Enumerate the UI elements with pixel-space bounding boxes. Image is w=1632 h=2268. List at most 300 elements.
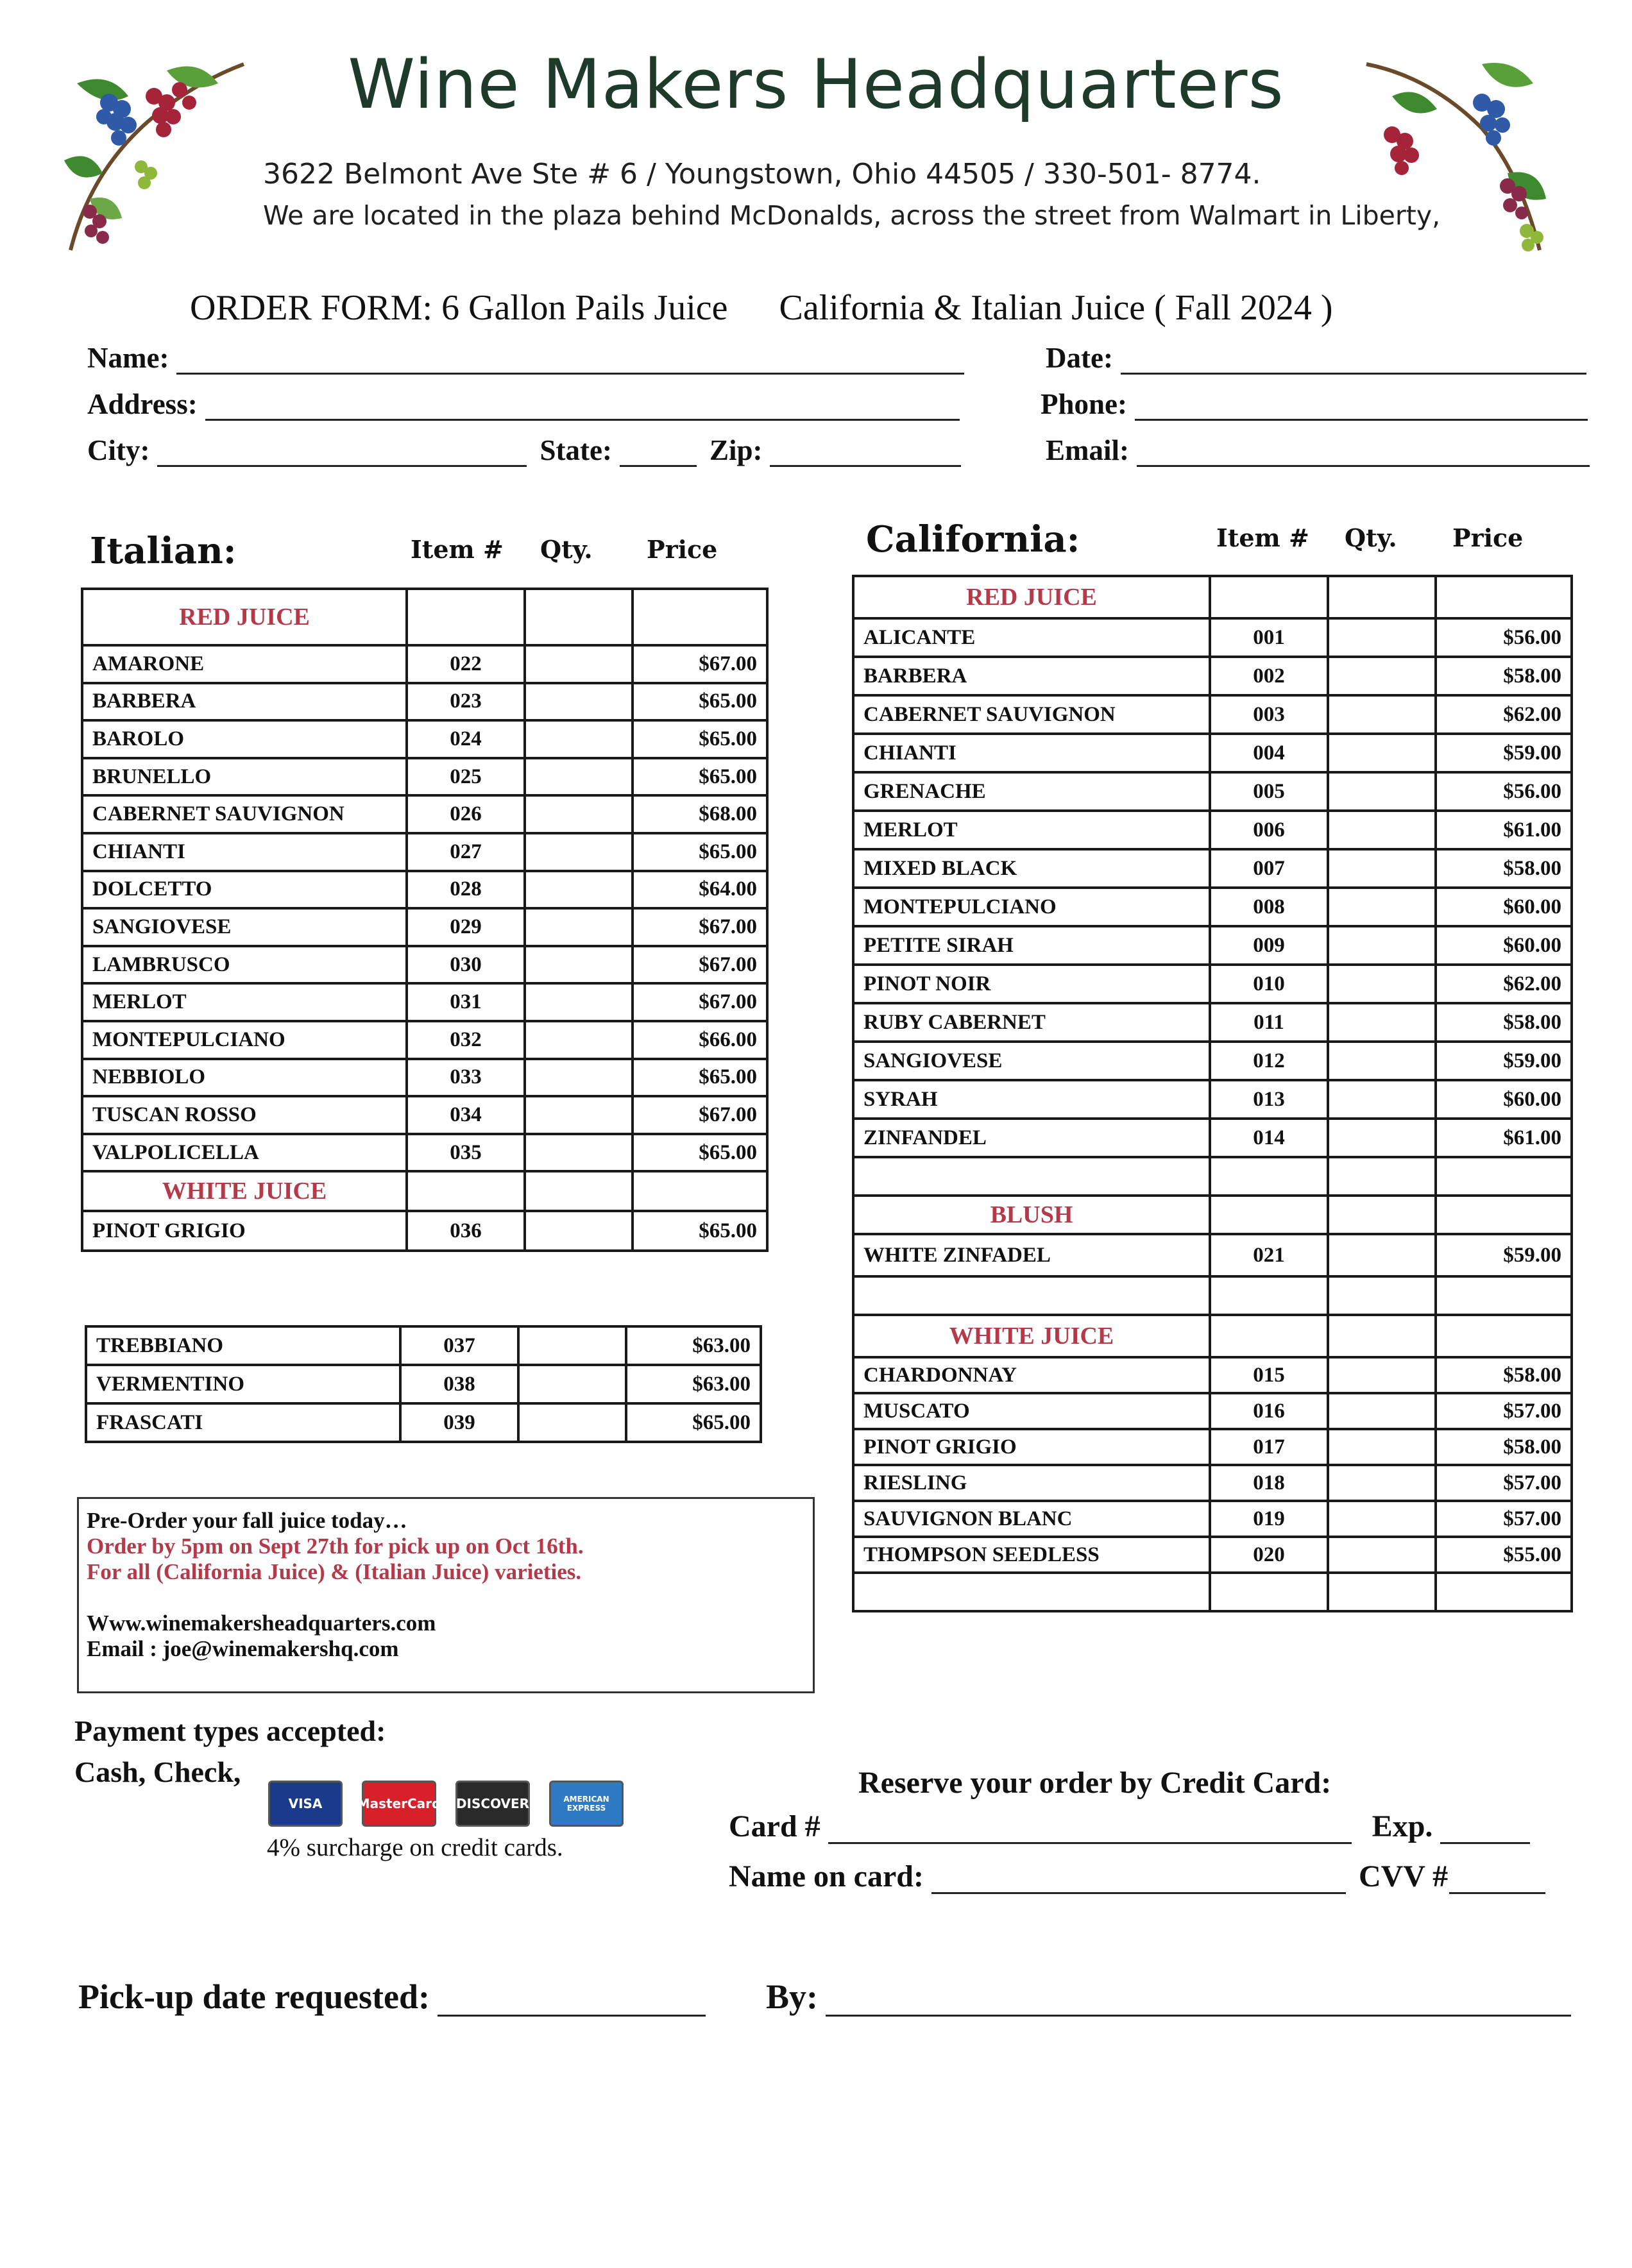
juice-price: $63.00 [626, 1326, 761, 1365]
empty-cell [1210, 1276, 1328, 1315]
item-number: 020 [1210, 1537, 1328, 1573]
table-row [82, 1021, 767, 1059]
qty-cell[interactable] [518, 1365, 626, 1403]
qty-cell[interactable] [525, 683, 633, 721]
table-row [853, 734, 1572, 772]
qty-cell[interactable] [1328, 1080, 1436, 1119]
name-on-card-row [729, 1859, 1553, 1894]
juice-price: $64.00 [633, 871, 767, 909]
credit-card-logo-icon: DISCOVER [455, 1781, 530, 1827]
empty-cell [1328, 1573, 1436, 1611]
table-row [853, 849, 1572, 888]
qty-cell[interactable] [525, 983, 633, 1021]
item-number: 032 [407, 1021, 525, 1059]
reserve-title: Reserve your order by Credit Card: [858, 1766, 1332, 1800]
table-row [853, 618, 1572, 657]
juice-price: $67.00 [633, 983, 767, 1021]
juice-price: $56.00 [1436, 618, 1572, 657]
empty-cell [1436, 576, 1572, 618]
juice-name: BARBERA [853, 657, 1210, 695]
juice-price: $65.00 [626, 1403, 761, 1442]
zip-label: Zip: [709, 434, 763, 466]
qty-cell[interactable] [525, 758, 633, 796]
item-number: 028 [407, 871, 525, 909]
table-row [82, 871, 767, 909]
item-number: 007 [1210, 849, 1328, 888]
juice-price: $60.00 [1436, 926, 1572, 965]
empty-cell [1328, 1276, 1436, 1315]
juice-name: VERMENTINO [86, 1365, 400, 1403]
empty-cell [1210, 1573, 1328, 1611]
item-number: 011 [1210, 1003, 1328, 1042]
table-row [853, 926, 1572, 965]
exp-label: Exp. [1372, 1809, 1433, 1843]
table-row [853, 1429, 1572, 1465]
juice-price: $66.00 [633, 1021, 767, 1059]
empty-cell [853, 1276, 1210, 1315]
item-number: 030 [407, 946, 525, 984]
table-row [853, 811, 1572, 849]
empty-cell [1210, 1196, 1328, 1234]
juice-name: CABERNET SAUVIGNON [82, 795, 407, 833]
table-row [82, 908, 767, 946]
juice-name: PINOT NOIR [853, 965, 1210, 1003]
item-number: 014 [1210, 1119, 1328, 1157]
empty-cell [1210, 1315, 1328, 1357]
juice-name: BARBERA [82, 683, 407, 721]
qty-cell[interactable] [525, 833, 633, 871]
juice-name: ALICANTE [853, 618, 1210, 657]
item-number: 025 [407, 758, 525, 796]
empty-cell [853, 1157, 1210, 1196]
empty-cell [1210, 1157, 1328, 1196]
empty-cell [1436, 1196, 1572, 1234]
juice-name: MERLOT [82, 983, 407, 1021]
exp-input[interactable] [1440, 1815, 1530, 1844]
card-number-input[interactable] [828, 1815, 1352, 1844]
juice-name: PINOT GRIGIO [853, 1429, 1210, 1465]
store-address: 3622 Belmont Ave Ste # 6 / Youngstown, Ohio 44505 / 330-501- 8774. [263, 158, 1261, 190]
notice-line-varieties: For all (California Juice) & (Italian Juice) varieties. [87, 1559, 582, 1584]
pickup-by-row [766, 1977, 1579, 2017]
juice-price: $58.00 [1436, 1357, 1572, 1393]
qty-cell[interactable] [525, 1134, 633, 1172]
item-number: 006 [1210, 811, 1328, 849]
order-form-title-right: California & Italian Juice ( Fall 2024 ) [779, 288, 1333, 328]
category-row [853, 576, 1572, 618]
empty-cell [407, 1171, 525, 1211]
juice-price: $62.00 [1436, 965, 1572, 1003]
card-number-label: Card # [729, 1809, 820, 1843]
email-input[interactable] [1137, 439, 1590, 467]
name-field-row [87, 341, 977, 375]
category-row [82, 1171, 767, 1211]
name-on-card-label: Name on card: [729, 1859, 924, 1893]
juice-price: $60.00 [1436, 888, 1572, 926]
juice-name: CHIANTI [853, 734, 1210, 772]
qty-cell[interactable] [525, 908, 633, 946]
table-row [853, 1465, 1572, 1501]
juice-name: THOMPSON SEEDLESS [853, 1537, 1210, 1573]
juice-price: $65.00 [633, 1059, 767, 1097]
california-price-header: Price [1452, 523, 1524, 552]
item-number: 037 [400, 1326, 518, 1365]
table-row [82, 833, 767, 871]
empty-cell [1436, 1276, 1572, 1315]
blank-row [853, 1276, 1572, 1315]
empty-cell [1328, 576, 1436, 618]
qty-cell[interactable] [525, 871, 633, 909]
qty-cell[interactable] [1328, 1119, 1436, 1157]
item-number: 022 [407, 645, 525, 683]
juice-name: WHITE ZINFADEL [853, 1234, 1210, 1276]
juice-price: $68.00 [633, 795, 767, 833]
order-form-title [190, 287, 1375, 328]
juice-name: DOLCETTO [82, 871, 407, 909]
juice-name: CHARDONNAY [853, 1357, 1210, 1393]
qty-cell[interactable] [1328, 888, 1436, 926]
date-label: Date: [1046, 342, 1113, 374]
qty-cell[interactable] [1328, 811, 1436, 849]
table-row [82, 1211, 767, 1251]
store-location: We are located in the plaza behind McDonalds, across the street from Walmart in Liberty, [263, 200, 1441, 231]
notice-line-deadline: Order by 5pm on Sept 27th for pick up on Oct 16th. [87, 1534, 584, 1559]
juice-price: $65.00 [633, 683, 767, 721]
category-label: WHITE JUICE [82, 1171, 407, 1211]
notice-email-link[interactable]: Email : joe@winemakershq.com [87, 1636, 399, 1661]
juice-price: $67.00 [633, 908, 767, 946]
qty-cell[interactable] [1328, 1537, 1436, 1573]
juice-name: FRASCATI [86, 1403, 400, 1442]
preorder-notice-box [77, 1497, 815, 1693]
california-qty-header: Qty. [1345, 523, 1397, 552]
juice-price: $65.00 [633, 1211, 767, 1251]
juice-name: TREBBIANO [86, 1326, 400, 1365]
empty-cell [1436, 1573, 1572, 1611]
table-row [86, 1365, 761, 1403]
item-number: 036 [407, 1211, 525, 1251]
qty-cell[interactable] [1328, 1003, 1436, 1042]
date-input[interactable] [1121, 346, 1586, 375]
item-number: 039 [400, 1403, 518, 1442]
cvv-label: CVV # [1358, 1859, 1449, 1893]
item-number: 015 [1210, 1357, 1328, 1393]
notice-line-preorder: Pre-Order your fall juice today… [87, 1508, 407, 1533]
item-number: 001 [1210, 618, 1328, 657]
italian-extra-juice-table [85, 1325, 762, 1443]
credit-card-logo-icon: AMERICAN EXPRESS [549, 1781, 624, 1827]
item-number: 029 [407, 908, 525, 946]
blank-row [853, 1157, 1572, 1196]
italian-item-header: Item # [411, 535, 504, 564]
item-number: 035 [407, 1134, 525, 1172]
state-input[interactable] [620, 439, 697, 467]
category-label: RED JUICE [853, 576, 1210, 618]
item-number: 005 [1210, 772, 1328, 811]
payment-cash-check: Cash, Check, [74, 1756, 241, 1788]
california-juice-table [852, 575, 1573, 1612]
juice-price: $59.00 [1436, 734, 1572, 772]
qty-cell[interactable] [1328, 849, 1436, 888]
table-row [853, 1234, 1572, 1276]
table-row [82, 795, 767, 833]
credit-card-logo-icon: VISA [268, 1781, 343, 1827]
empty-cell [633, 589, 767, 645]
empty-cell [1328, 1157, 1436, 1196]
item-number: 026 [407, 795, 525, 833]
empty-cell [1328, 1196, 1436, 1234]
empty-cell [525, 589, 633, 645]
juice-price: $58.00 [1436, 657, 1572, 695]
juice-name: SAUVIGNON BLANC [853, 1501, 1210, 1537]
juice-price: $65.00 [633, 720, 767, 758]
category-label: WHITE JUICE [853, 1315, 1210, 1357]
table-row [82, 1134, 767, 1172]
site-title: Wine Makers Headquarters [348, 45, 1284, 124]
qty-cell[interactable] [525, 1021, 633, 1059]
qty-cell[interactable] [1328, 1429, 1436, 1465]
order-form-title-left: ORDER FORM: 6 Gallon Pails Juice [190, 288, 728, 328]
address-input[interactable] [205, 393, 960, 421]
name-on-card-input[interactable] [931, 1865, 1346, 1894]
table-row [853, 965, 1572, 1003]
juice-price: $61.00 [1436, 1119, 1572, 1157]
juice-name: BAROLO [82, 720, 407, 758]
juice-price: $67.00 [633, 1096, 767, 1134]
empty-cell [1210, 576, 1328, 618]
juice-name: PETITE SIRAH [853, 926, 1210, 965]
zip-input[interactable] [770, 439, 961, 467]
empty-cell [1328, 1315, 1436, 1357]
name-label: Name: [87, 342, 169, 374]
payment-types-title: Payment types accepted: [74, 1714, 386, 1747]
california-item-header: Item # [1216, 523, 1309, 552]
juice-name: VALPOLICELLA [82, 1134, 407, 1172]
juice-price: $55.00 [1436, 1537, 1572, 1573]
email-field-row [1046, 434, 1602, 467]
juice-price: $59.00 [1436, 1234, 1572, 1276]
juice-name: ZINFANDEL [853, 1119, 1210, 1157]
italian-qty-header: Qty. [540, 535, 593, 564]
item-number: 004 [1210, 734, 1328, 772]
italian-juice-table [81, 588, 769, 1252]
italian-price-header: Price [647, 535, 718, 564]
table-row [853, 1119, 1572, 1157]
table-row [82, 1096, 767, 1134]
item-number: 013 [1210, 1080, 1328, 1119]
juice-name: AMARONE [82, 645, 407, 683]
category-row [853, 1196, 1572, 1234]
qty-cell[interactable] [518, 1326, 626, 1365]
juice-price: $58.00 [1436, 1429, 1572, 1465]
email-label: Email: [1046, 434, 1129, 466]
juice-name: SANGIOVESE [82, 908, 407, 946]
qty-cell[interactable] [1328, 1501, 1436, 1537]
name-input[interactable] [176, 346, 964, 375]
pickup-date-row [78, 1977, 713, 2017]
juice-price: $58.00 [1436, 849, 1572, 888]
qty-cell[interactable] [525, 946, 633, 984]
juice-price: $57.00 [1436, 1465, 1572, 1501]
item-number: 016 [1210, 1393, 1328, 1429]
phone-label: Phone: [1041, 388, 1127, 420]
address-field-row [87, 387, 973, 421]
italian-heading: Italian: [90, 530, 237, 572]
qty-cell[interactable] [1328, 965, 1436, 1003]
qty-cell[interactable] [518, 1403, 626, 1442]
juice-price: $67.00 [633, 645, 767, 683]
qty-cell[interactable] [1328, 618, 1436, 657]
city-label: City: [87, 434, 150, 466]
pickup-date-input[interactable] [438, 1987, 706, 2017]
qty-cell[interactable] [1328, 695, 1436, 734]
empty-cell [407, 589, 525, 645]
item-number: 002 [1210, 657, 1328, 695]
juice-name: CHIANTI [82, 833, 407, 871]
credit-card-logo-icon: MasterCard [362, 1781, 436, 1827]
item-number: 033 [407, 1059, 525, 1097]
juice-price: $67.00 [633, 946, 767, 984]
juice-name: RIESLING [853, 1465, 1210, 1501]
juice-price: $59.00 [1436, 1042, 1572, 1080]
item-number: 027 [407, 833, 525, 871]
pickup-by-label: By: [766, 1977, 818, 2016]
table-row [86, 1403, 761, 1442]
table-row [82, 946, 767, 984]
table-row [853, 1357, 1572, 1393]
juice-price: $60.00 [1436, 1080, 1572, 1119]
cvv-input[interactable] [1449, 1865, 1545, 1894]
juice-price: $62.00 [1436, 695, 1572, 734]
qty-cell[interactable] [525, 1059, 633, 1097]
qty-cell[interactable] [1328, 1465, 1436, 1501]
table-row [853, 695, 1572, 734]
qty-cell[interactable] [525, 1211, 633, 1251]
table-row [853, 1003, 1572, 1042]
qty-cell[interactable] [1328, 1393, 1436, 1429]
item-number: 021 [1210, 1234, 1328, 1276]
juice-name: GRENACHE [853, 772, 1210, 811]
table-row [853, 888, 1572, 926]
empty-cell [633, 1171, 767, 1211]
empty-cell [1436, 1315, 1572, 1357]
juice-name: BRUNELLO [82, 758, 407, 796]
juice-price: $56.00 [1436, 772, 1572, 811]
empty-cell [1436, 1157, 1572, 1196]
phone-input[interactable] [1135, 393, 1588, 421]
juice-price: $65.00 [633, 1134, 767, 1172]
qty-cell[interactable] [1328, 657, 1436, 695]
date-field-row [1046, 341, 1599, 375]
table-row [853, 657, 1572, 695]
juice-price: $58.00 [1436, 1003, 1572, 1042]
qty-cell[interactable] [525, 1096, 633, 1134]
juice-price: $61.00 [1436, 811, 1572, 849]
juice-price: $57.00 [1436, 1393, 1572, 1429]
juice-name: SYRAH [853, 1080, 1210, 1119]
item-number: 008 [1210, 888, 1328, 926]
juice-name: MONTEPULCIANO [82, 1021, 407, 1059]
phone-field-row [1041, 387, 1601, 421]
item-number: 017 [1210, 1429, 1328, 1465]
juice-name: MONTEPULCIANO [853, 888, 1210, 926]
qty-cell[interactable] [525, 720, 633, 758]
item-number: 024 [407, 720, 525, 758]
city-input[interactable] [157, 439, 527, 467]
juice-name: RUBY CABERNET [853, 1003, 1210, 1042]
address-label: Address: [87, 388, 198, 420]
table-row [86, 1326, 761, 1365]
item-number: 019 [1210, 1501, 1328, 1537]
juice-name: TUSCAN ROSSO [82, 1096, 407, 1134]
item-number: 018 [1210, 1465, 1328, 1501]
category-row [82, 589, 767, 645]
item-number: 034 [407, 1096, 525, 1134]
notice-website-link[interactable]: Www.winemakersheadquarters.com [87, 1611, 436, 1636]
juice-name: MERLOT [853, 811, 1210, 849]
qty-cell[interactable] [1328, 1357, 1436, 1393]
table-row [82, 983, 767, 1021]
qty-cell[interactable] [1328, 926, 1436, 965]
table-row [82, 645, 767, 683]
item-number: 023 [407, 683, 525, 721]
qty-cell[interactable] [1328, 1234, 1436, 1276]
category-label: RED JUICE [82, 589, 407, 645]
blank-row [853, 1573, 1572, 1611]
juice-name: PINOT GRIGIO [82, 1211, 407, 1251]
juice-price: $65.00 [633, 758, 767, 796]
item-number: 010 [1210, 965, 1328, 1003]
juice-name: NEBBIOLO [82, 1059, 407, 1097]
juice-name: LAMBRUSCO [82, 946, 407, 984]
juice-price: $57.00 [1436, 1501, 1572, 1537]
table-row [853, 1537, 1572, 1573]
table-row [82, 720, 767, 758]
category-label: BLUSH [853, 1196, 1210, 1234]
table-row [82, 1059, 767, 1097]
california-heading: California: [866, 518, 1080, 561]
juice-price: $63.00 [626, 1365, 761, 1403]
city-state-zip-row [87, 434, 974, 467]
table-row [853, 1501, 1572, 1537]
juice-name: CABERNET SAUVIGNON [853, 695, 1210, 734]
qty-cell[interactable] [525, 645, 633, 683]
pickup-by-input[interactable] [826, 1987, 1571, 2017]
qty-cell[interactable] [1328, 1042, 1436, 1080]
juice-price: $65.00 [633, 833, 767, 871]
table-row [853, 1393, 1572, 1429]
table-row [853, 1042, 1572, 1080]
juice-name: SANGIOVESE [853, 1042, 1210, 1080]
item-number: 012 [1210, 1042, 1328, 1080]
credit-card-surcharge: 4% surcharge on credit cards. [267, 1834, 563, 1861]
state-label: State: [540, 434, 612, 466]
table-row [82, 683, 767, 721]
table-row [853, 772, 1572, 811]
qty-cell[interactable] [1328, 734, 1436, 772]
item-number: 009 [1210, 926, 1328, 965]
empty-cell [525, 1171, 633, 1211]
empty-cell [853, 1573, 1210, 1611]
juice-name: MUSCATO [853, 1393, 1210, 1429]
category-row [853, 1315, 1572, 1357]
pickup-date-label: Pick-up date requested: [78, 1977, 430, 2016]
qty-cell[interactable] [525, 795, 633, 833]
item-number: 031 [407, 983, 525, 1021]
table-row [853, 1080, 1572, 1119]
qty-cell[interactable] [1328, 772, 1436, 811]
card-number-row [729, 1809, 1538, 1844]
